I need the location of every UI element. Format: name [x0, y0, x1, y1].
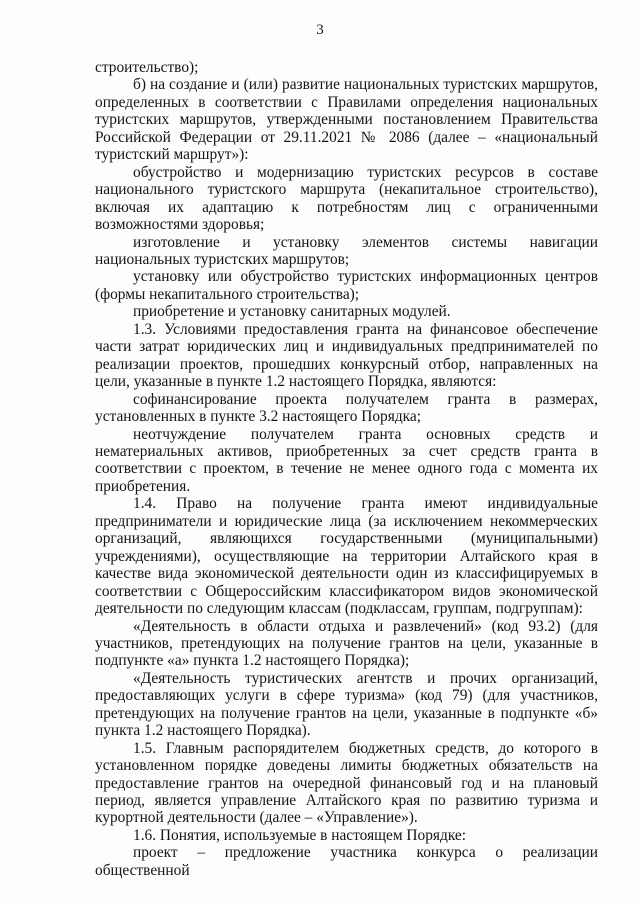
- page-number: 3: [316, 22, 324, 38]
- paragraph: 1.3. Условиями предоставления гранта на финансовое обеспечение части затрат юридических лиц и индивидуальных предпринимателей по реализации проектов, прошедших конкурсный отбор, направленных на цели, указанные в пункте 1.2 настоящего Порядка, являются:: [95, 320, 598, 391]
- paragraph: строительство);: [95, 59, 199, 76]
- paragraph: неотчуждение получателем гранта основных средств и нематериальных активов, приобретенных за счет средств гранта в соответствии с проектом, в течение не менее одного года с момента их приобретения.: [95, 425, 598, 495]
- paragraph: проект – предложение участника конкурса о реализации общественной: [95, 844, 598, 879]
- paragraph: 1.6. Понятия, используемые в настоящем Порядке:: [133, 826, 467, 844]
- paragraph: «Деятельность туристических агентств и прочих организаций, предоставляющих услуги в сфере туризма» (код 79) (для участников, претендующих на получение грантов на цели, указанные в подпункте «б» пункта 1.2 настоящего Порядка).: [95, 669, 598, 740]
- paragraph: обустройство и модернизацию туристских ресурсов в составе национального туристского маршрута (некапитальное строительство), включая их адаптацию к потребностям лиц с ограниченными возможностями здоровья;: [95, 163, 598, 234]
- paragraph: софинансирование проекта получателем гранта в размерах, установленных в пункте 3.2 настоящего Порядка;: [95, 390, 598, 426]
- paragraph: приобретение и установку санитарных модулей.: [133, 303, 451, 321]
- paragraph: изготовление и установку элементов системы навигации национальных туристских маршрутов;: [95, 233, 598, 268]
- paragraph: б) на создание и (или) развитие национальных туристских маршрутов, определенных в соответствии с Правилами определения национальных туристских маршрутов, утвержденными постановлением Правительства Российской Федерации от 29.11.2021 № 2086 (далее – «национальный туристский маршрут»):: [95, 76, 598, 164]
- document-body: [95, 59, 598, 879]
- paragraph: 1.5. Главным распорядителем бюджетных средств, до которого в установленном порядке доведены лимиты бюджетных обязательств на предоставление грантов на очередной финансовый год и на плановый период, является управление Алтайского края по развитию туризма и курортной деятельности (далее – «Управление»).: [95, 739, 598, 827]
- paragraph: «Деятельность в области отдыха и развлечений» (код 93.2) (для участников, претендующих на получение грантов на цели, указанные в подпункте «а» пункта 1.2 настоящего Порядка);: [95, 617, 598, 670]
- paragraph: 1.4. Право на получение гранта имеют индивидуальные предприниматели и юридические лица (за исключением некоммерческих организаций, являющихся государственными (муниципальными) учреждениями), осуществляющие на территории Алтайского края в качестве вида экономической деятельности один из классифицируемых в соответствии с Общероссийским классификатором видов экономической деятельности по следующим классам (подклассам, группам, подгруппам):: [95, 495, 598, 618]
- paragraph: установку или обустройство туристских информационных центров (формы некапитального строительства);: [95, 268, 598, 303]
